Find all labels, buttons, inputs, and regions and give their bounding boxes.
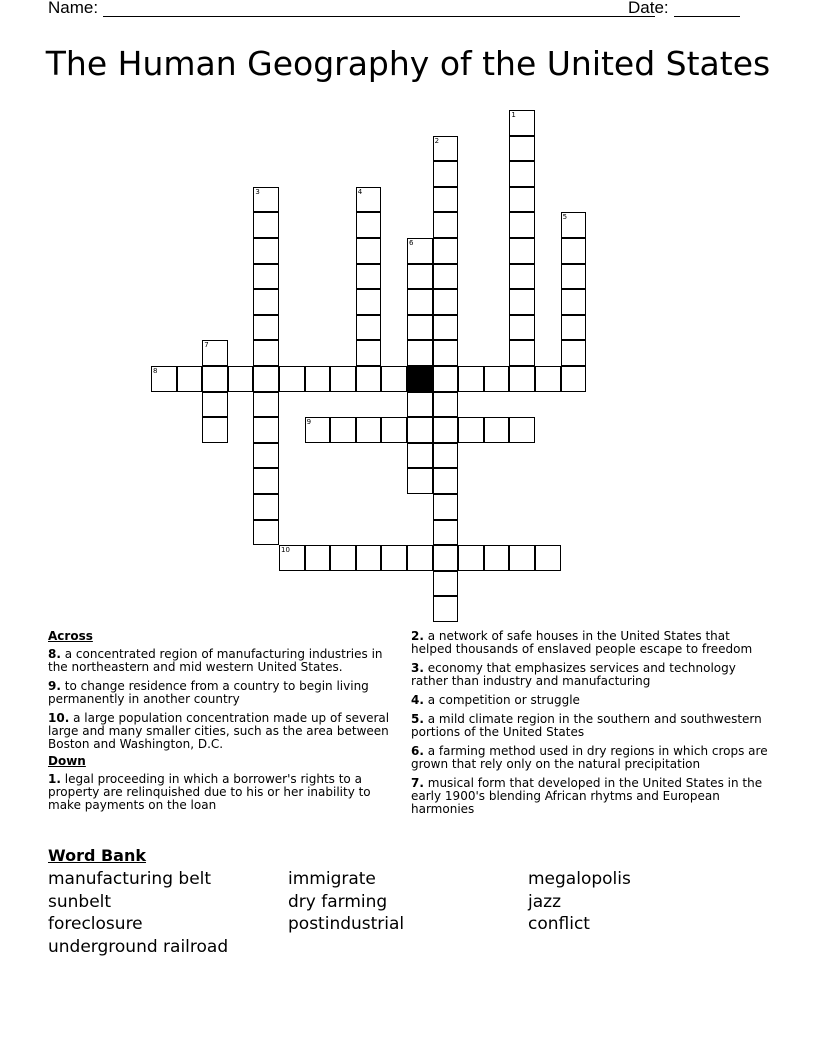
crossword-cell[interactable] xyxy=(407,468,433,494)
clue-text: legal proceeding in which a borrower's rights to a property are relinquished due to his or her inability to make payments on the loan xyxy=(48,772,371,812)
crossword-cell[interactable] xyxy=(253,494,279,520)
crossword-cell[interactable] xyxy=(330,417,356,443)
cell-number: 7 xyxy=(204,341,209,350)
crossword-cell[interactable] xyxy=(253,443,279,469)
crossword-cell[interactable] xyxy=(433,264,459,290)
clues-right-column xyxy=(411,630,769,822)
clue-text: a competition or struggle xyxy=(427,693,580,707)
crossword-cell[interactable] xyxy=(433,596,459,622)
crossword-cell[interactable] xyxy=(561,289,587,315)
crossword-cell[interactable] xyxy=(330,545,356,571)
down-clue xyxy=(411,713,769,739)
across-clue xyxy=(48,712,404,751)
clue-text: a network of safe houses in the United States that helped thousands of enslaved people escape to freedom xyxy=(411,629,753,656)
crossword-cell[interactable] xyxy=(509,161,535,187)
crossword-cell[interactable] xyxy=(177,366,203,392)
crossword-cell[interactable] xyxy=(509,417,535,443)
crossword-cell[interactable] xyxy=(407,417,433,443)
crossword-cell[interactable] xyxy=(253,187,279,213)
clue-number: 3. xyxy=(411,661,424,675)
crossword-cell[interactable] xyxy=(407,289,433,315)
crossword-cell[interactable] xyxy=(356,187,382,213)
across-clue xyxy=(48,648,404,674)
word-bank-item: underground railroad xyxy=(48,937,229,957)
crossword-cell[interactable] xyxy=(433,366,459,392)
clue-number: 2. xyxy=(411,629,424,643)
clue-text: a mild climate region in the southern and southwestern portions of the United States xyxy=(411,712,762,739)
black-square xyxy=(407,366,433,392)
crossword-cell[interactable] xyxy=(305,545,331,571)
crossword-cell[interactable] xyxy=(151,366,177,392)
down-clue xyxy=(411,777,769,816)
word-bank-item: jazz xyxy=(528,892,561,912)
crossword-cell[interactable] xyxy=(433,136,459,162)
down-clue xyxy=(411,745,769,771)
crossword-cell[interactable] xyxy=(253,417,279,443)
crossword-cell[interactable] xyxy=(561,212,587,238)
across-clue xyxy=(48,680,404,706)
crossword-cell[interactable] xyxy=(356,212,382,238)
word-bank-item: immigrate xyxy=(288,869,376,889)
crossword-cell[interactable] xyxy=(484,366,510,392)
crossword-cell[interactable] xyxy=(433,392,459,418)
cell-number: 4 xyxy=(357,187,363,196)
clue-text: a farming method used in dry regions in which crops are grown that rely only on the natural precipitation xyxy=(411,744,768,771)
crossword-cell[interactable] xyxy=(356,315,382,341)
crossword-cell[interactable] xyxy=(433,161,459,187)
clues-left-column xyxy=(48,630,404,818)
crossword-cell[interactable] xyxy=(433,315,459,341)
crossword-cell[interactable] xyxy=(253,340,279,366)
word-bank-item: foreclosure xyxy=(48,914,143,934)
down-clue xyxy=(411,662,769,688)
clue-text: economy that emphasizes services and technology rather than industry and manufacturing xyxy=(411,661,736,688)
crossword-cell[interactable] xyxy=(381,417,407,443)
crossword-cell[interactable] xyxy=(433,520,459,546)
cell-number: 10 xyxy=(281,546,290,555)
crossword-cell[interactable] xyxy=(509,110,535,136)
clue-text: to change residence from a country to begin living permanently in another country xyxy=(48,679,369,706)
clue-number: 10. xyxy=(48,711,70,725)
crossword-cell[interactable] xyxy=(509,238,535,264)
cell-number: 9 xyxy=(306,418,312,427)
crossword-cell[interactable] xyxy=(356,417,382,443)
crossword-cell[interactable] xyxy=(381,545,407,571)
crossword-cell[interactable] xyxy=(535,545,561,571)
crossword-cell[interactable] xyxy=(561,315,587,341)
crossword-cell[interactable] xyxy=(509,340,535,366)
clue-text: a concentrated region of manufacturing industries in the northeastern and mid western United States. xyxy=(48,647,383,674)
crossword-cell[interactable] xyxy=(279,366,305,392)
crossword-cell[interactable] xyxy=(253,366,279,392)
clue-number: 8. xyxy=(48,647,61,661)
word-bank-item: megalopolis xyxy=(528,869,631,889)
crossword-cell[interactable] xyxy=(202,340,228,366)
crossword-cell[interactable] xyxy=(433,468,459,494)
crossword-cell[interactable] xyxy=(509,264,535,290)
name-label: Name: xyxy=(48,0,99,17)
crossword-cell[interactable] xyxy=(253,238,279,264)
crossword-cell[interactable] xyxy=(305,417,331,443)
crossword-cell[interactable] xyxy=(458,417,484,443)
crossword-cell[interactable] xyxy=(433,238,459,264)
crossword-cell[interactable] xyxy=(484,417,510,443)
crossword-cell[interactable] xyxy=(253,212,279,238)
crossword-cell[interactable] xyxy=(228,366,254,392)
across-heading: Across xyxy=(48,629,93,643)
crossword-cell[interactable] xyxy=(433,212,459,238)
down-heading: Down xyxy=(48,754,86,768)
word-bank-item: sunbelt xyxy=(48,892,112,912)
crossword-cell[interactable] xyxy=(253,520,279,546)
crossword-cell[interactable] xyxy=(484,545,510,571)
cell-number: 6 xyxy=(409,239,414,247)
crossword-cell[interactable] xyxy=(253,264,279,290)
crossword-cell[interactable] xyxy=(458,545,484,571)
crossword-cell[interactable] xyxy=(407,340,433,366)
crossword-cell[interactable] xyxy=(253,468,279,494)
crossword-cell[interactable] xyxy=(356,366,382,392)
clue-number: 9. xyxy=(48,679,61,693)
clue-text: musical form that developed in the United States in the early 1900's blending African rhytms and European harmonies xyxy=(411,776,763,816)
cell-number: 8 xyxy=(153,367,158,375)
word-bank-item: manufacturing belt xyxy=(48,869,212,889)
page-title: The Human Geography of the United States xyxy=(45,44,771,83)
cell-number: 5 xyxy=(562,213,568,222)
clue-number: 6. xyxy=(411,744,424,758)
crossword-cell[interactable] xyxy=(433,494,459,520)
crossword-cell[interactable] xyxy=(433,417,459,443)
clue-number: 7. xyxy=(411,776,424,790)
cell-number: 1 xyxy=(511,111,516,119)
down-clue xyxy=(411,694,769,707)
clue-number: 5. xyxy=(411,712,424,726)
crossword-cell[interactable] xyxy=(433,340,459,366)
crossword-cell[interactable] xyxy=(202,392,228,418)
crossword-cell[interactable] xyxy=(407,238,433,264)
down-clue xyxy=(48,773,404,812)
crossword-cell[interactable] xyxy=(509,545,535,571)
crossword-cell[interactable] xyxy=(561,340,587,366)
crossword-cell[interactable] xyxy=(356,264,382,290)
crossword-cell[interactable] xyxy=(356,289,382,315)
crossword-cell[interactable] xyxy=(330,366,356,392)
date-label: Date: xyxy=(628,0,669,17)
crossword-cell[interactable] xyxy=(381,366,407,392)
crossword-cell[interactable] xyxy=(433,545,459,571)
crossword-cell[interactable] xyxy=(458,366,484,392)
word-bank-item: postindustrial xyxy=(288,914,405,934)
crossword-cell[interactable] xyxy=(253,392,279,418)
crossword-cell[interactable] xyxy=(253,315,279,341)
crossword-cell[interactable] xyxy=(509,136,535,162)
word-bank-item: dry farming xyxy=(288,892,388,912)
word-bank-item: conflict xyxy=(528,914,590,934)
crossword-cell[interactable] xyxy=(356,340,382,366)
down-clue xyxy=(411,630,769,656)
crossword-cell[interactable] xyxy=(433,443,459,469)
crossword-cell[interactable] xyxy=(407,264,433,290)
crossword-cell[interactable] xyxy=(509,366,535,392)
cell-number: 3 xyxy=(255,187,260,196)
clue-number: 4. xyxy=(411,693,424,707)
cell-number: 2 xyxy=(434,136,440,145)
crossword-cell[interactable] xyxy=(356,545,382,571)
clue-text: a large population concentration made up of several large and many smaller cities, such as the area between Boston and Washington, D.C. xyxy=(48,711,390,751)
crossword-cell[interactable] xyxy=(535,366,561,392)
crossword-cell[interactable] xyxy=(253,289,279,315)
crossword-cell[interactable] xyxy=(561,238,587,264)
crossword-cell[interactable] xyxy=(407,392,433,418)
crossword-cell[interactable] xyxy=(202,417,228,443)
clue-number: 1. xyxy=(48,772,61,786)
crossword-cell[interactable] xyxy=(407,315,433,341)
crossword-cell[interactable] xyxy=(509,315,535,341)
crossword-cell[interactable] xyxy=(433,289,459,315)
crossword-cell[interactable] xyxy=(509,289,535,315)
crossword-cell[interactable] xyxy=(561,366,587,392)
word-bank-title: Word Bank xyxy=(48,846,147,865)
crossword-cell[interactable] xyxy=(407,545,433,571)
crossword-cell[interactable] xyxy=(509,187,535,213)
crossword-cell[interactable] xyxy=(509,212,535,238)
crossword-cell[interactable] xyxy=(433,571,459,597)
crossword-cell[interactable] xyxy=(561,264,587,290)
crossword-cell[interactable] xyxy=(433,187,459,213)
crossword-cell[interactable] xyxy=(305,366,331,392)
crossword-cell[interactable] xyxy=(279,545,305,571)
crossword-cell[interactable] xyxy=(407,443,433,469)
crossword-cell[interactable] xyxy=(202,366,228,392)
crossword-cell[interactable] xyxy=(356,238,382,264)
